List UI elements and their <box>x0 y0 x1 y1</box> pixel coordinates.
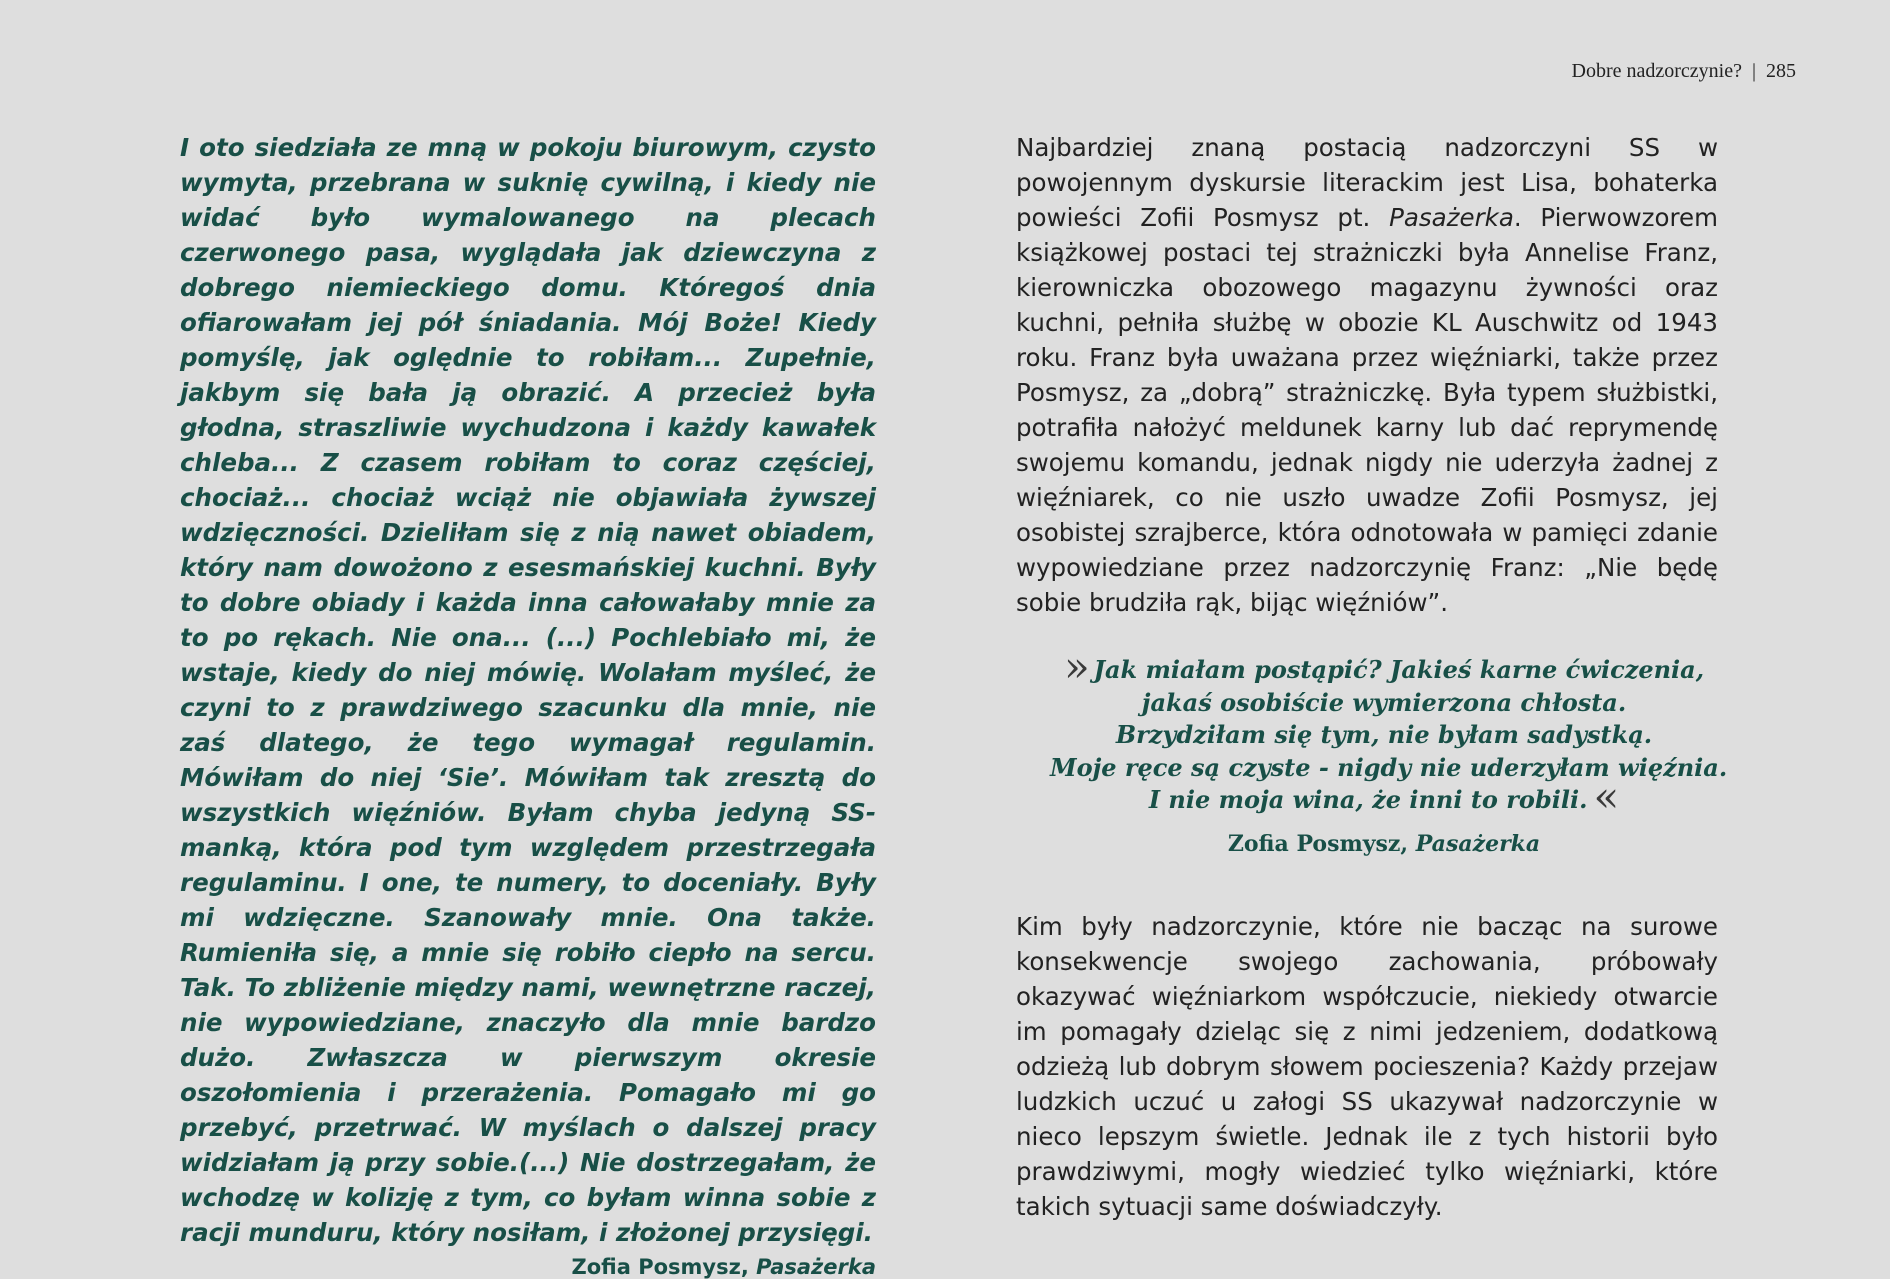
section-title: Dobre nadzorczynie? <box>1571 60 1742 82</box>
pull-quote-line-1 <box>1050 642 1718 691</box>
pull-quote-line-3: Brzydziłam się tym, nie byłam sadystką. <box>1115 720 1653 749</box>
pull-quote-line-5 <box>1050 772 1718 821</box>
left-quote-author: Zofia Posmysz, <box>571 1255 757 1279</box>
pull-quote-work: Pasażerka <box>1415 830 1541 857</box>
right-column <box>1016 130 1728 1224</box>
quote-open-mark: » <box>1063 642 1090 691</box>
running-header <box>1572 60 1796 83</box>
pull-quote-line-1-text: Jak miałam postąpić? Jakieś karne ćwiczenia, <box>1093 655 1705 684</box>
pull-quote-attribution <box>1050 831 1718 857</box>
pull-quote-line-5-text: I nie moja wina, że inni to robili. <box>1148 785 1588 814</box>
quote-close-mark: « <box>1593 772 1620 821</box>
left-quote-attribution <box>180 1255 876 1279</box>
pull-quote-author: Zofia Posmysz, <box>1227 830 1416 857</box>
left-quote-text: I oto siedziała ze mną w pokoju biurowym, czysto wymyta, przebrana w suknię cywilną, i kiedy nie widać było wymalowanego na plecach czerwonego pasa, wyglądała jak dziewczyna z dobrego niemieckiego domu. Któregoś dnia ofiarowałam jej pół śniadania. Mój Boże! Kiedy pomyślę, jak oględnie to robiłam... Zupełnie, jakbym się bała ją obrazić. A przecież była głodna, straszliwie wychudzona i każdy kawałek chleba... Z czasem robiłam to coraz częściej, chociaż... chociaż wciąż nie objawiała żywszej wdzięczności. Dzieliłam się z nią nawet obiadem, który nam dowożono z esesmańskiej kuchni. Były to dobre obiady i każda inna całowałaby mnie za to po rękach. Nie ona... (...) Pochlebiało mi, że wstaje, kiedy do niej mówię. Wolałam myśleć, że czyni to z prawdziwego szacunku dla mnie, nie zaś dlatego, że tego wymagał regulamin. Mówiłam do niej ‘Sie’. Mówiłam tak zresztą do wszystkich więźniów. Byłam chyba jedyną SS-manką, która pod tym względem przestrzegała regulaminu. I one, te numery, to doceniały. Były mi wdzięczne. Szanowały mnie. Ona także. Rumieniła się, a mnie się robiło ciepło na sercu. Tak. To zbliżenie między nami, wewnętrzne raczej, nie wypowiedziane, znaczyło dla mnie bardzo dużo. Zwłaszcza w pierwszym okresie oszołomienia i przerażenia. Pomagało mi go przebyć, przetrwać. W myślach o dalszej pracy widziałam ją przy sobie.(...) Nie dostrzegałam, że wchodzę w kolizję z tym, co byłam winna sobie z racji munduru, który nosiłam, i złożonej przysięgi. <box>180 133 876 1247</box>
paragraph-2: Kim były nadzorczynie, które nie bacząc na surowe konsekwencje swojego zachowania, próbowały okazywać więźniarkom współczucie, niekiedy otwarcie im pomagały dzieląc się z nimi jedzeniem, dodatkową odzieżą lub dobrym słowem pocieszenia? Każdy przejaw ludzkich uczuć u załogi SS ukazywał nadzorczynie w nieco lepszym świetle. Jednak ile z tych historii było prawdziwymi, mogły wiedzieć tylko więźniarki, które takich sytuacji same doświadczyły. <box>1016 911 1718 1221</box>
paragraph-1-book-title: Pasażerka <box>1389 203 1514 232</box>
pull-quote <box>1050 642 1728 821</box>
left-quote-work: Pasażerka <box>756 1255 876 1279</box>
pull-quote-line-4: Moje ręce są czyste - nigdy nie uderzyłam więźnia. <box>1050 752 1728 782</box>
paragraph-1 <box>1016 130 1718 620</box>
header-separator: | <box>1751 60 1756 82</box>
page-number: 285 <box>1766 60 1796 82</box>
pull-quote-line-2: jakaś osobiście wymierzona chłosta. <box>1141 687 1627 717</box>
paragraph-1-part-b: . Pierwowzorem książkowej postaci tej strażniczki była Annelise Franz, kierowniczka obozowego magazynu żywności oraz kuchni, pełniła służbę w obozie KL Auschwitz od 1943 roku. Franz była uważana przez więźniarki, także przez Posmysz, za „dobrą” strażniczkę. Była typem służbistki, potrafiła nałożyć meldunek karny lub dać reprymendę swojemu komandu, jednak nigdy nie uderzyła żadnej z więźniarek, co nie uszło uwadze Zofii Posmysz, jej osobistej szrajberce, która odnotowała w pamięci zdanie wypowiedziane przez nadzorczynię Franz: „Nie będę sobie brudziła rąk, bijąc więźniów”. <box>1016 203 1718 617</box>
left-column <box>180 130 876 1279</box>
paragraph-1-part-a: Najbardziej znaną postacią nadzorczyni SS w powojennym dyskursie literackim jest Lisa, bohaterka powieści Zofii Posmysz pt. <box>1016 133 1718 232</box>
